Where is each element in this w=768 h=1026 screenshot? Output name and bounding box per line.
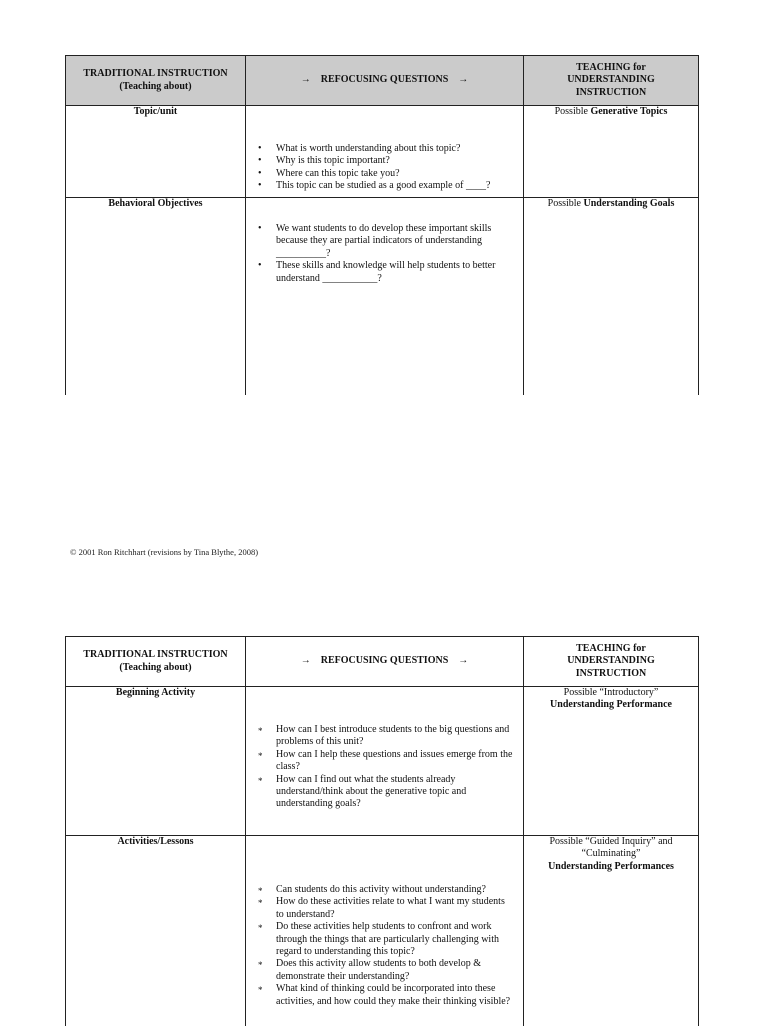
table-header-row bbox=[66, 56, 699, 106]
tfu-bold-label: Understanding Performances bbox=[548, 860, 674, 872]
header-col3-line3: INSTRUCTION bbox=[575, 86, 647, 98]
header-col3-line2: UNDERSTANDING bbox=[567, 655, 655, 667]
questions-cell bbox=[246, 198, 524, 395]
table-row bbox=[66, 198, 699, 395]
tfu-cell bbox=[524, 106, 699, 198]
arrow-right-icon: → bbox=[300, 74, 311, 86]
question-item: * Can students do this activity without understanding? bbox=[276, 884, 515, 896]
header-traditional-instruction bbox=[66, 637, 246, 687]
header-col1-line1: TRADITIONAL INSTRUCTION bbox=[83, 649, 228, 661]
planning-table-1 bbox=[65, 55, 699, 395]
question-item: * Does this activity allow students to both develop & demonstrate their understanding? bbox=[276, 958, 515, 983]
question-list bbox=[246, 724, 523, 811]
question-item: * How can I best introduce students to the big questions and problems of this unit? bbox=[276, 724, 515, 749]
question-item: • Why is this topic important? bbox=[276, 155, 515, 167]
question-item: • This topic can be studied as a good example of ____? bbox=[276, 180, 515, 192]
tfu-bold-label: Generative Topics bbox=[590, 106, 668, 117]
header-col3-line2: UNDERSTANDING bbox=[567, 74, 655, 86]
header-col3-line3: INSTRUCTION bbox=[575, 667, 647, 679]
header-col1-line2: (Teaching about) bbox=[119, 80, 192, 92]
questions-cell bbox=[246, 687, 524, 836]
tfu-cell bbox=[524, 687, 699, 836]
table-row bbox=[66, 106, 699, 198]
planning-table-2 bbox=[65, 636, 699, 1026]
tfu-prefix: Possible “Introductory” bbox=[563, 687, 659, 698]
arrow-right-icon: → bbox=[458, 655, 469, 667]
header-col1-line1: TRADITIONAL INSTRUCTION bbox=[83, 68, 228, 80]
arrow-right-icon: → bbox=[458, 74, 469, 86]
questions-cell bbox=[246, 836, 524, 1026]
question-item: * What kind of thinking could be incorporated into these activities, and how could they make their thinking visible? bbox=[276, 983, 515, 1008]
header-col2-label: REFOCUSING QUESTIONS bbox=[320, 655, 449, 667]
header-teaching-for-understanding bbox=[524, 56, 699, 106]
tfu-cell bbox=[524, 198, 699, 395]
table-row bbox=[66, 836, 699, 1026]
table-row bbox=[66, 687, 699, 836]
header-refocusing-questions bbox=[246, 637, 524, 687]
question-item: • We want students to do develop these important skills because they are partial indicators of understanding __________? bbox=[276, 223, 515, 260]
header-refocusing-questions bbox=[246, 56, 524, 106]
row-label: Topic/unit bbox=[66, 106, 246, 198]
header-col2-label: REFOCUSING QUESTIONS bbox=[320, 74, 449, 86]
row-label: Beginning Activity bbox=[66, 687, 246, 836]
tfu-cell bbox=[524, 836, 699, 1026]
question-item: • These skills and knowledge will help students to better understand ___________? bbox=[276, 260, 515, 285]
tfu-prefix: Possible “Guided Inquiry” and “Culminating” bbox=[549, 836, 673, 860]
header-traditional-instruction bbox=[66, 56, 246, 106]
row-label: Behavioral Objectives bbox=[66, 198, 246, 395]
question-item: • What is worth understanding about this topic? bbox=[276, 143, 515, 155]
row-label: Activities/Lessons bbox=[66, 836, 246, 1026]
copyright-footer: © 2001 Ron Ritchhart (revisions by Tina Blythe, 2008) bbox=[70, 547, 259, 557]
tfu-bold-label: Understanding Goals bbox=[583, 198, 675, 209]
tfu-prefix: Possible bbox=[554, 106, 588, 117]
tfu-bold-label: Understanding Performance bbox=[550, 699, 672, 711]
header-col3-line1: TEACHING for bbox=[576, 642, 646, 654]
question-list bbox=[246, 143, 523, 193]
question-list bbox=[246, 223, 523, 285]
tfu-prefix: Possible bbox=[547, 198, 581, 209]
question-item: • Where can this topic take you? bbox=[276, 168, 515, 180]
header-teaching-for-understanding bbox=[524, 637, 699, 687]
header-col3-line1: TEACHING for bbox=[576, 61, 646, 73]
question-item: * Do these activities help students to confront and work through the things that are particularly challenging with regard to understanding this topic? bbox=[276, 921, 515, 958]
arrow-right-icon: → bbox=[300, 655, 311, 667]
question-item: * How can I help these questions and issues emerge from the class? bbox=[276, 749, 515, 774]
question-list bbox=[246, 884, 523, 1008]
header-col1-line2: (Teaching about) bbox=[119, 661, 192, 673]
question-item: * How do these activities relate to what I want my students to understand? bbox=[276, 896, 515, 921]
table-header-row bbox=[66, 637, 699, 687]
question-item: * How can I find out what the students already understand/think about the generative topic and understanding goals? bbox=[276, 774, 515, 811]
questions-cell bbox=[246, 106, 524, 198]
